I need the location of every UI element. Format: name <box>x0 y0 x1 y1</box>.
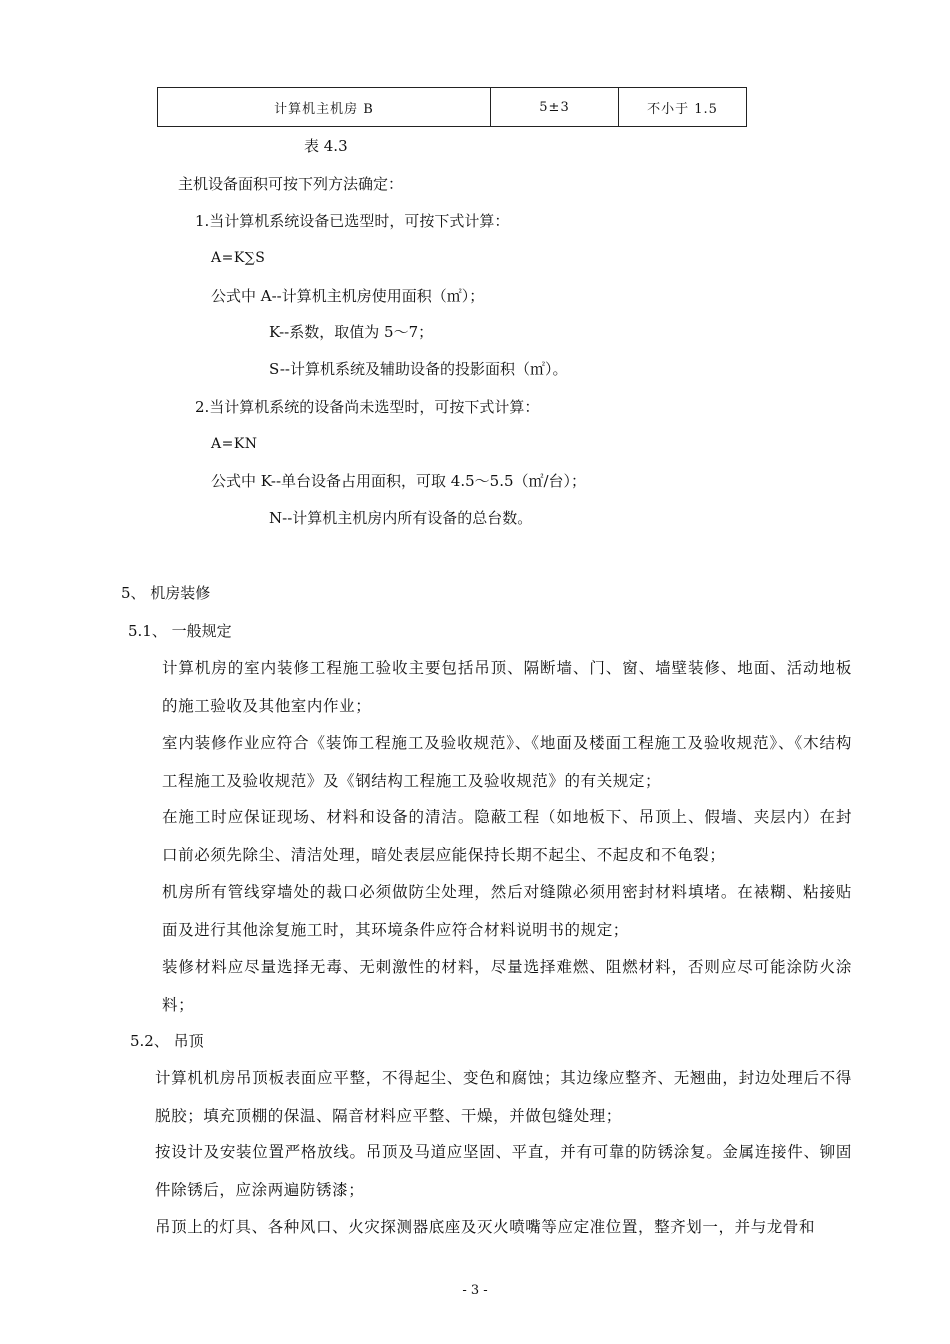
value-cell: 不小于 1.5 <box>619 88 747 127</box>
method1-formula: A=K∑S <box>211 250 266 266</box>
section52-paragraph-3: 吊顶上的灯具、各种风口、火灾探测器底座及灭火喷嘴等应定准位置，整齐划一，并与龙骨和 <box>155 1218 816 1236</box>
section52-paragraph-1: 计算机机房吊顶板表面应平整，不得起尘、变色和腐蚀；其边缘应整齐、无翘曲，封边处理后不得脱胶；填充顶棚的保温、隔音材料应平整、干燥，并做包缝处理； <box>155 1069 852 1125</box>
method1-def-a: 公式中 A--计算机主机房使用面积（㎡）； <box>211 287 485 305</box>
method2-def-k: 公式中 K--单台设备占用面积，可取 4.5～5.5（㎡/台）； <box>211 472 587 490</box>
intro-text: 主机设备面积可按下列方法确定： <box>178 175 404 193</box>
method1-def-k: K--系数，取值为 5～7； <box>269 323 434 341</box>
method2-title: 2.当计算机系统的设备尚未选型时，可按下式计算： <box>195 398 540 416</box>
section51-paragraph-5: 装修材料应尽量选择无毒、无刺激性的材料，尽量选择难燃、阻燃材料，否则应尽可能涂防火涂料； <box>162 958 852 1014</box>
method1-title: 1.当计算机系统设备已选型时，可按下式计算： <box>195 212 510 230</box>
section52-paragraph-2: 按设计及安装位置严格放线。吊顶及马道应坚固、平直，并有可靠的防锈涂复。金属连接件、铆固件除锈后，应涂两遍防锈漆； <box>155 1143 852 1199</box>
method1-def-s: S--计算机系统及辅助设备的投影面积（㎡）。 <box>269 360 568 378</box>
room-name-cell: 计算机主机房 B <box>158 88 491 127</box>
spec-table <box>157 87 747 127</box>
section51-heading: 5.1、 一般规定 <box>128 622 232 640</box>
temperature-cell: 5±3 <box>491 88 619 127</box>
section51-paragraph-3: 在施工时应保证现场、材料和设备的清洁。隐蔽工程（如地板下、吊顶上、假墙、夹层内）在封口前必须先除尘、清洁处理，暗处表层应能保持长期不起尘、不起皮和不龟裂； <box>162 808 852 864</box>
section51-paragraph-4: 机房所有管线穿墙处的裁口必须做防尘处理，然后对缝隙必须用密封材料填堵。在裱糊、粘接贴面及进行其他涂复施工时，其环境条件应符合材料说明书的规定； <box>162 883 852 939</box>
section52-heading: 5.2、 吊顶 <box>130 1032 204 1050</box>
section51-paragraph-2: 室内装修作业应符合《装饰工程施工及验收规范》、《地面及楼面工程施工及验收规范》、《木结构工程施工及验收规范》及《钢结构工程施工及验收规范》的有关规定； <box>162 734 852 790</box>
table-row <box>158 88 747 127</box>
method2-def-n: N--计算机主机房内所有设备的总台数。 <box>269 509 533 527</box>
section51-paragraph-1: 计算机房的室内装修工程施工验收主要包括吊顶、隔断墙、门、窗、墙壁装修、地面、活动地板的施工验收及其他室内作业； <box>162 659 852 715</box>
method2-formula: A=KN <box>211 436 258 452</box>
section5-heading: 5、 机房装修 <box>121 584 211 602</box>
table-caption: 表 4.3 <box>304 137 348 155</box>
page-number: - 3 - <box>462 1283 488 1298</box>
